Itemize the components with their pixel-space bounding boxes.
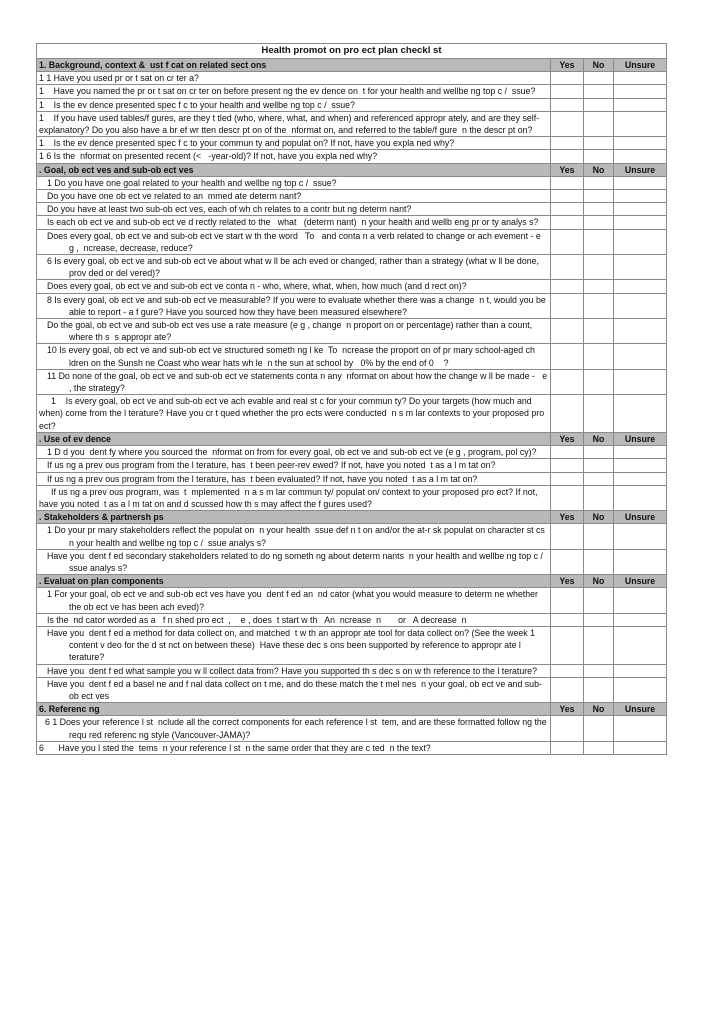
checklist-item-row bbox=[37, 626, 667, 664]
answer-cell-yes[interactable] bbox=[551, 176, 584, 189]
checklist-item-row bbox=[37, 677, 667, 702]
checklist-item-row bbox=[37, 85, 667, 98]
answer-cell-no[interactable] bbox=[584, 280, 614, 293]
no-header: No bbox=[584, 432, 614, 445]
section-header-row bbox=[37, 163, 667, 176]
answer-cell-unsure[interactable] bbox=[614, 150, 667, 163]
checklist-question: 1 Do your pr mary stakeholders reflect the populat on n your health ssue def n t on and/or the at-r sk populat on character st cs n your health and wellbe ng top c / ssue analys s? bbox=[37, 524, 551, 549]
checklist-item-row bbox=[37, 176, 667, 189]
answer-cell-yes[interactable] bbox=[551, 280, 584, 293]
checklist-question: If us ng a prev ous program from the l terature, has t been peer-rev ewed? If not, have you noted t as a l m tat on? bbox=[37, 459, 551, 472]
answer-cell-yes[interactable] bbox=[551, 369, 584, 394]
answer-cell-unsure[interactable] bbox=[614, 137, 667, 150]
answer-cell-yes[interactable] bbox=[551, 111, 584, 136]
checklist-item-row bbox=[37, 150, 667, 163]
answer-cell-yes[interactable] bbox=[551, 229, 584, 254]
answer-cell-yes[interactable] bbox=[551, 344, 584, 369]
checklist-item-row bbox=[37, 319, 667, 344]
checklist-item-row bbox=[37, 369, 667, 394]
answer-cell-yes[interactable] bbox=[551, 626, 584, 664]
checklist-question: 8 Is every goal, ob ect ve and sub-ob ect ve measurable? If you were to evaluate whether there was a change n t, would you be able to report - a f gure? Have you sourced how they have been measured elsewhere? bbox=[37, 293, 551, 318]
checklist-item-row bbox=[37, 255, 667, 280]
answer-cell-yes[interactable] bbox=[551, 716, 584, 741]
answer-cell-yes[interactable] bbox=[551, 395, 584, 433]
answer-cell-unsure[interactable] bbox=[614, 664, 667, 677]
answer-cell-unsure[interactable] bbox=[614, 280, 667, 293]
checklist-question: 10 Is every goal, ob ect ve and sub-ob ect ve structured someth ng l ke To ncrease the proport on of pr mary school-aged ch ldren on the Sunsh ne Coast who wear hats wh le n the sun at school by 0% by the end of 0 ? bbox=[37, 344, 551, 369]
answer-cell-yes[interactable] bbox=[551, 524, 584, 549]
unsure-header: Unsure bbox=[614, 511, 667, 524]
answer-cell-yes[interactable] bbox=[551, 319, 584, 344]
answer-cell-unsure[interactable] bbox=[614, 588, 667, 613]
answer-cell-yes[interactable] bbox=[551, 72, 584, 85]
answer-cell-no[interactable] bbox=[584, 485, 614, 510]
answer-cell-yes[interactable] bbox=[551, 677, 584, 702]
section-heading: 1. Background, context & ust f cat on related sect ons bbox=[37, 59, 551, 72]
checklist-question: Is the nd cator worded as a f n shed pro ect , e , does t start w th An ncrease n or A decrease n bbox=[37, 613, 551, 626]
section-heading: . Evaluat on plan components bbox=[37, 575, 551, 588]
answer-cell-no[interactable] bbox=[584, 137, 614, 150]
answer-cell-unsure[interactable] bbox=[614, 229, 667, 254]
checklist-question: 1 Is the ev dence presented spec f c to your health and wellbe ng top c / ssue? bbox=[37, 98, 551, 111]
answer-cell-yes[interactable] bbox=[551, 446, 584, 459]
unsure-header: Unsure bbox=[614, 432, 667, 445]
checklist-question: Does every goal, ob ect ve and sub-ob ect ve start w th the word To and conta n a verb related to change or ach evement - e g , ncrease, decrease, reduce? bbox=[37, 229, 551, 254]
answer-cell-no[interactable] bbox=[584, 741, 614, 754]
answer-cell-yes[interactable] bbox=[551, 485, 584, 510]
answer-cell-yes[interactable] bbox=[551, 98, 584, 111]
answer-cell-no[interactable] bbox=[584, 72, 614, 85]
checklist-item-row bbox=[37, 664, 667, 677]
section-heading: . Use of ev dence bbox=[37, 432, 551, 445]
checklist-question: Does every goal, ob ect ve and sub-ob ect ve conta n - who, where, what, when, how much (and d rect on)? bbox=[37, 280, 551, 293]
checklist-question: 6 Have you l sted the tems n your reference l st n the same order that they are c ted n the text? bbox=[37, 741, 551, 754]
answer-cell-no[interactable] bbox=[584, 255, 614, 280]
answer-cell-yes[interactable] bbox=[551, 137, 584, 150]
answer-cell-yes[interactable] bbox=[551, 216, 584, 229]
answer-cell-yes[interactable] bbox=[551, 613, 584, 626]
checklist-item-row bbox=[37, 344, 667, 369]
answer-cell-unsure[interactable] bbox=[614, 72, 667, 85]
answer-cell-no[interactable] bbox=[584, 150, 614, 163]
answer-cell-no[interactable] bbox=[584, 446, 614, 459]
answer-cell-no[interactable] bbox=[584, 395, 614, 433]
answer-cell-unsure[interactable] bbox=[614, 255, 667, 280]
checklist-item-row bbox=[37, 588, 667, 613]
checklist-item-row bbox=[37, 741, 667, 754]
yes-header: Yes bbox=[551, 575, 584, 588]
checklist-question: Have you dent f ed secondary stakeholders related to do ng someth ng about determ nants n your health and wellbe ng top c / ssue analys s? bbox=[37, 549, 551, 574]
answer-cell-no[interactable] bbox=[584, 98, 614, 111]
answer-cell-unsure[interactable] bbox=[614, 459, 667, 472]
answer-cell-unsure[interactable] bbox=[614, 85, 667, 98]
checklist-item-row bbox=[37, 190, 667, 203]
yes-header: Yes bbox=[551, 59, 584, 72]
section-heading: . Stakeholders & partnersh ps bbox=[37, 511, 551, 524]
checklist-question: Have you dent f ed a method for data collect on, and matched t w th an appropr ate tool for data collect on? (See the week 1 content v deo for the d st nct on between these) Have these dec s ons been supported by reference to appropr ate l terature? bbox=[37, 626, 551, 664]
answer-cell-unsure[interactable] bbox=[614, 472, 667, 485]
checklist-item-row bbox=[37, 280, 667, 293]
section-heading: . Goal, ob ect ves and sub-ob ect ves bbox=[37, 163, 551, 176]
unsure-header: Unsure bbox=[614, 575, 667, 588]
answer-cell-no[interactable] bbox=[584, 549, 614, 574]
answer-cell-yes[interactable] bbox=[551, 741, 584, 754]
answer-cell-unsure[interactable] bbox=[614, 293, 667, 318]
answer-cell-no[interactable] bbox=[584, 677, 614, 702]
answer-cell-yes[interactable] bbox=[551, 664, 584, 677]
section-heading: 6. Referenc ng bbox=[37, 703, 551, 716]
answer-cell-unsure[interactable] bbox=[614, 319, 667, 344]
answer-cell-no[interactable] bbox=[584, 85, 614, 98]
answer-cell-no[interactable] bbox=[584, 613, 614, 626]
checklist-question: Is each ob ect ve and sub-ob ect ve d rectly related to the what (determ nant) n your health and wellb eng pr or ty analys s? bbox=[37, 216, 551, 229]
answer-cell-yes[interactable] bbox=[551, 85, 584, 98]
checklist-question: 1 D d you dent fy where you sourced the nformat on from for every goal, ob ect ve and sub-ob ect ve (e g , program, pol cy)? bbox=[37, 446, 551, 459]
checklist-item-row bbox=[37, 111, 667, 136]
section-header-row bbox=[37, 432, 667, 445]
answer-cell-unsure[interactable] bbox=[614, 98, 667, 111]
checklist-question: Do you have one ob ect ve related to an mmed ate determ nant? bbox=[37, 190, 551, 203]
answer-cell-unsure[interactable] bbox=[614, 446, 667, 459]
answer-cell-no[interactable] bbox=[584, 216, 614, 229]
checklist-item-row bbox=[37, 229, 667, 254]
answer-cell-yes[interactable] bbox=[551, 190, 584, 203]
answer-cell-no[interactable] bbox=[584, 190, 614, 203]
answer-cell-no[interactable] bbox=[584, 524, 614, 549]
answer-cell-no[interactable] bbox=[584, 203, 614, 216]
section-header-row bbox=[37, 575, 667, 588]
answer-cell-no[interactable] bbox=[584, 319, 614, 344]
answer-cell-unsure[interactable] bbox=[614, 216, 667, 229]
answer-cell-unsure[interactable] bbox=[614, 549, 667, 574]
yes-header: Yes bbox=[551, 163, 584, 176]
checklist-item-row bbox=[37, 472, 667, 485]
answer-cell-unsure[interactable] bbox=[614, 344, 667, 369]
checklist-question: If us ng a prev ous program from the l terature, has t been evaluated? If not, have you noted t as a l m tat on? bbox=[37, 472, 551, 485]
unsure-header: Unsure bbox=[614, 163, 667, 176]
yes-header: Yes bbox=[551, 703, 584, 716]
answer-cell-yes[interactable] bbox=[551, 203, 584, 216]
yes-header: Yes bbox=[551, 511, 584, 524]
checklist-question: 1 1 Have you used pr or t sat on cr ter a? bbox=[37, 72, 551, 85]
answer-cell-unsure[interactable] bbox=[614, 395, 667, 433]
checklist-title: Health promot on pro ect plan checkl st bbox=[37, 44, 667, 59]
checklist-question: 1 Is the ev dence presented spec f c to your commun ty and populat on? If not, have you expla ned why? bbox=[37, 137, 551, 150]
checklist-question: 1 Is every goal, ob ect ve and sub-ob ect ve ach evable and real st c for your commun ty? Do your targets (how much and when) come from the l terature? Have you cr t qued whether the pro ects were conducted n s m lar contexts to your proposed pro ect? bbox=[37, 395, 551, 433]
answer-cell-yes[interactable] bbox=[551, 459, 584, 472]
checklist-item-row bbox=[37, 524, 667, 549]
no-header: No bbox=[584, 59, 614, 72]
checklist-item-row bbox=[37, 549, 667, 574]
section-header-row bbox=[37, 59, 667, 72]
checklist-item-row bbox=[37, 98, 667, 111]
title-row bbox=[37, 44, 667, 59]
answer-cell-no[interactable] bbox=[584, 111, 614, 136]
checklist-item-row bbox=[37, 293, 667, 318]
no-header: No bbox=[584, 511, 614, 524]
checklist-item-row bbox=[37, 459, 667, 472]
checklist-question: 11 Do none of the goal, ob ect ve and sub-ob ect ve statements conta n any nformat on about how the change w ll be made - e , the strategy? bbox=[37, 369, 551, 394]
checklist-question: If us ng a prev ous program, was t mplemented n a s m lar commun ty/ populat on/ context to your proposed pro ect? If not, have you noted t as a l m tat on and d scussed how th s may affect the f gures used? bbox=[37, 485, 551, 510]
answer-cell-unsure[interactable] bbox=[614, 741, 667, 754]
checklist-item-row bbox=[37, 72, 667, 85]
unsure-header: Unsure bbox=[614, 703, 667, 716]
unsure-header: Unsure bbox=[614, 59, 667, 72]
answer-cell-unsure[interactable] bbox=[614, 111, 667, 136]
yes-header: Yes bbox=[551, 432, 584, 445]
answer-cell-no[interactable] bbox=[584, 369, 614, 394]
answer-cell-unsure[interactable] bbox=[614, 613, 667, 626]
answer-cell-no[interactable] bbox=[584, 664, 614, 677]
checklist-item-row bbox=[37, 216, 667, 229]
no-header: No bbox=[584, 703, 614, 716]
checklist-question: 1 If you have used tables/f gures, are they t tled (who, where, what, and when) and referenced appropr ately, and are they self-explanatory? Do you also have a br ef wr tten descr pt on of the nformat on, and referred to the table/f gure n the descr pt on? bbox=[37, 111, 551, 136]
answer-cell-yes[interactable] bbox=[551, 588, 584, 613]
checklist-question: Have you dent f ed a basel ne and f nal data collect on t me, and do these match the t mel nes n your goal, ob ect ve and sub-ob ect ves bbox=[37, 677, 551, 702]
answer-cell-unsure[interactable] bbox=[614, 677, 667, 702]
checklist-item-row bbox=[37, 203, 667, 216]
checklist-question: 6 1 Does your reference l st nclude all the correct components for each reference l st tem, and are these formatted follow ng the requ red referenc ng style (Vancouver-JAMA)? bbox=[37, 716, 551, 741]
checklist-item-row bbox=[37, 613, 667, 626]
answer-cell-no[interactable] bbox=[584, 229, 614, 254]
answer-cell-unsure[interactable] bbox=[614, 524, 667, 549]
answer-cell-yes[interactable] bbox=[551, 549, 584, 574]
checklist-question: Do the goal, ob ect ve and sub-ob ect ves use a rate measure (e g , change n proport on or percentage) rather than a count, where th s s appropr ate? bbox=[37, 319, 551, 344]
section-header-row bbox=[37, 703, 667, 716]
answer-cell-no[interactable] bbox=[584, 293, 614, 318]
section-header-row bbox=[37, 511, 667, 524]
answer-cell-no[interactable] bbox=[584, 459, 614, 472]
answer-cell-no[interactable] bbox=[584, 588, 614, 613]
answer-cell-no[interactable] bbox=[584, 176, 614, 189]
checklist-item-row bbox=[37, 446, 667, 459]
answer-cell-unsure[interactable] bbox=[614, 190, 667, 203]
checklist-item-row bbox=[37, 716, 667, 741]
answer-cell-yes[interactable] bbox=[551, 472, 584, 485]
answer-cell-no[interactable] bbox=[584, 716, 614, 741]
checklist-question: Do you have at least two sub-ob ect ves, each of wh ch relates to a contr but ng determ nant? bbox=[37, 203, 551, 216]
checklist-item-row bbox=[37, 395, 667, 433]
answer-cell-unsure[interactable] bbox=[614, 626, 667, 664]
no-header: No bbox=[584, 163, 614, 176]
no-header: No bbox=[584, 575, 614, 588]
answer-cell-no[interactable] bbox=[584, 344, 614, 369]
checklist-body bbox=[37, 44, 667, 755]
checklist-table bbox=[36, 43, 667, 755]
answer-cell-yes[interactable] bbox=[551, 150, 584, 163]
answer-cell-no[interactable] bbox=[584, 472, 614, 485]
answer-cell-yes[interactable] bbox=[551, 293, 584, 318]
answer-cell-no[interactable] bbox=[584, 626, 614, 664]
answer-cell-yes[interactable] bbox=[551, 255, 584, 280]
answer-cell-unsure[interactable] bbox=[614, 176, 667, 189]
answer-cell-unsure[interactable] bbox=[614, 369, 667, 394]
checklist-question: 1 Do you have one goal related to your health and wellbe ng top c / ssue? bbox=[37, 176, 551, 189]
checklist-question: 1 6 Is the nformat on presented recent (< -year-old)? If not, have you expla ned why? bbox=[37, 150, 551, 163]
answer-cell-unsure[interactable] bbox=[614, 716, 667, 741]
checklist-question: Have you dent f ed what sample you w ll collect data from? Have you supported th s dec s on w th reference to the l terature? bbox=[37, 664, 551, 677]
checklist-question: 1 For your goal, ob ect ve and sub-ob ect ves have you dent f ed an nd cator (what you would measure to determ ne whether the ob ect ve has been ach eved)? bbox=[37, 588, 551, 613]
answer-cell-unsure[interactable] bbox=[614, 485, 667, 510]
checklist-question: 6 Is every goal, ob ect ve and sub-ob ect ve about what w ll be ach eved or changed, rather than a strategy (what w ll be done, prov ded or del vered)? bbox=[37, 255, 551, 280]
checklist-item-row bbox=[37, 485, 667, 510]
checklist-item-row bbox=[37, 137, 667, 150]
checklist-question: 1 Have you named the pr or t sat on cr ter on before present ng the ev dence on t for your health and wellbe ng top c / ssue? bbox=[37, 85, 551, 98]
answer-cell-unsure[interactable] bbox=[614, 203, 667, 216]
